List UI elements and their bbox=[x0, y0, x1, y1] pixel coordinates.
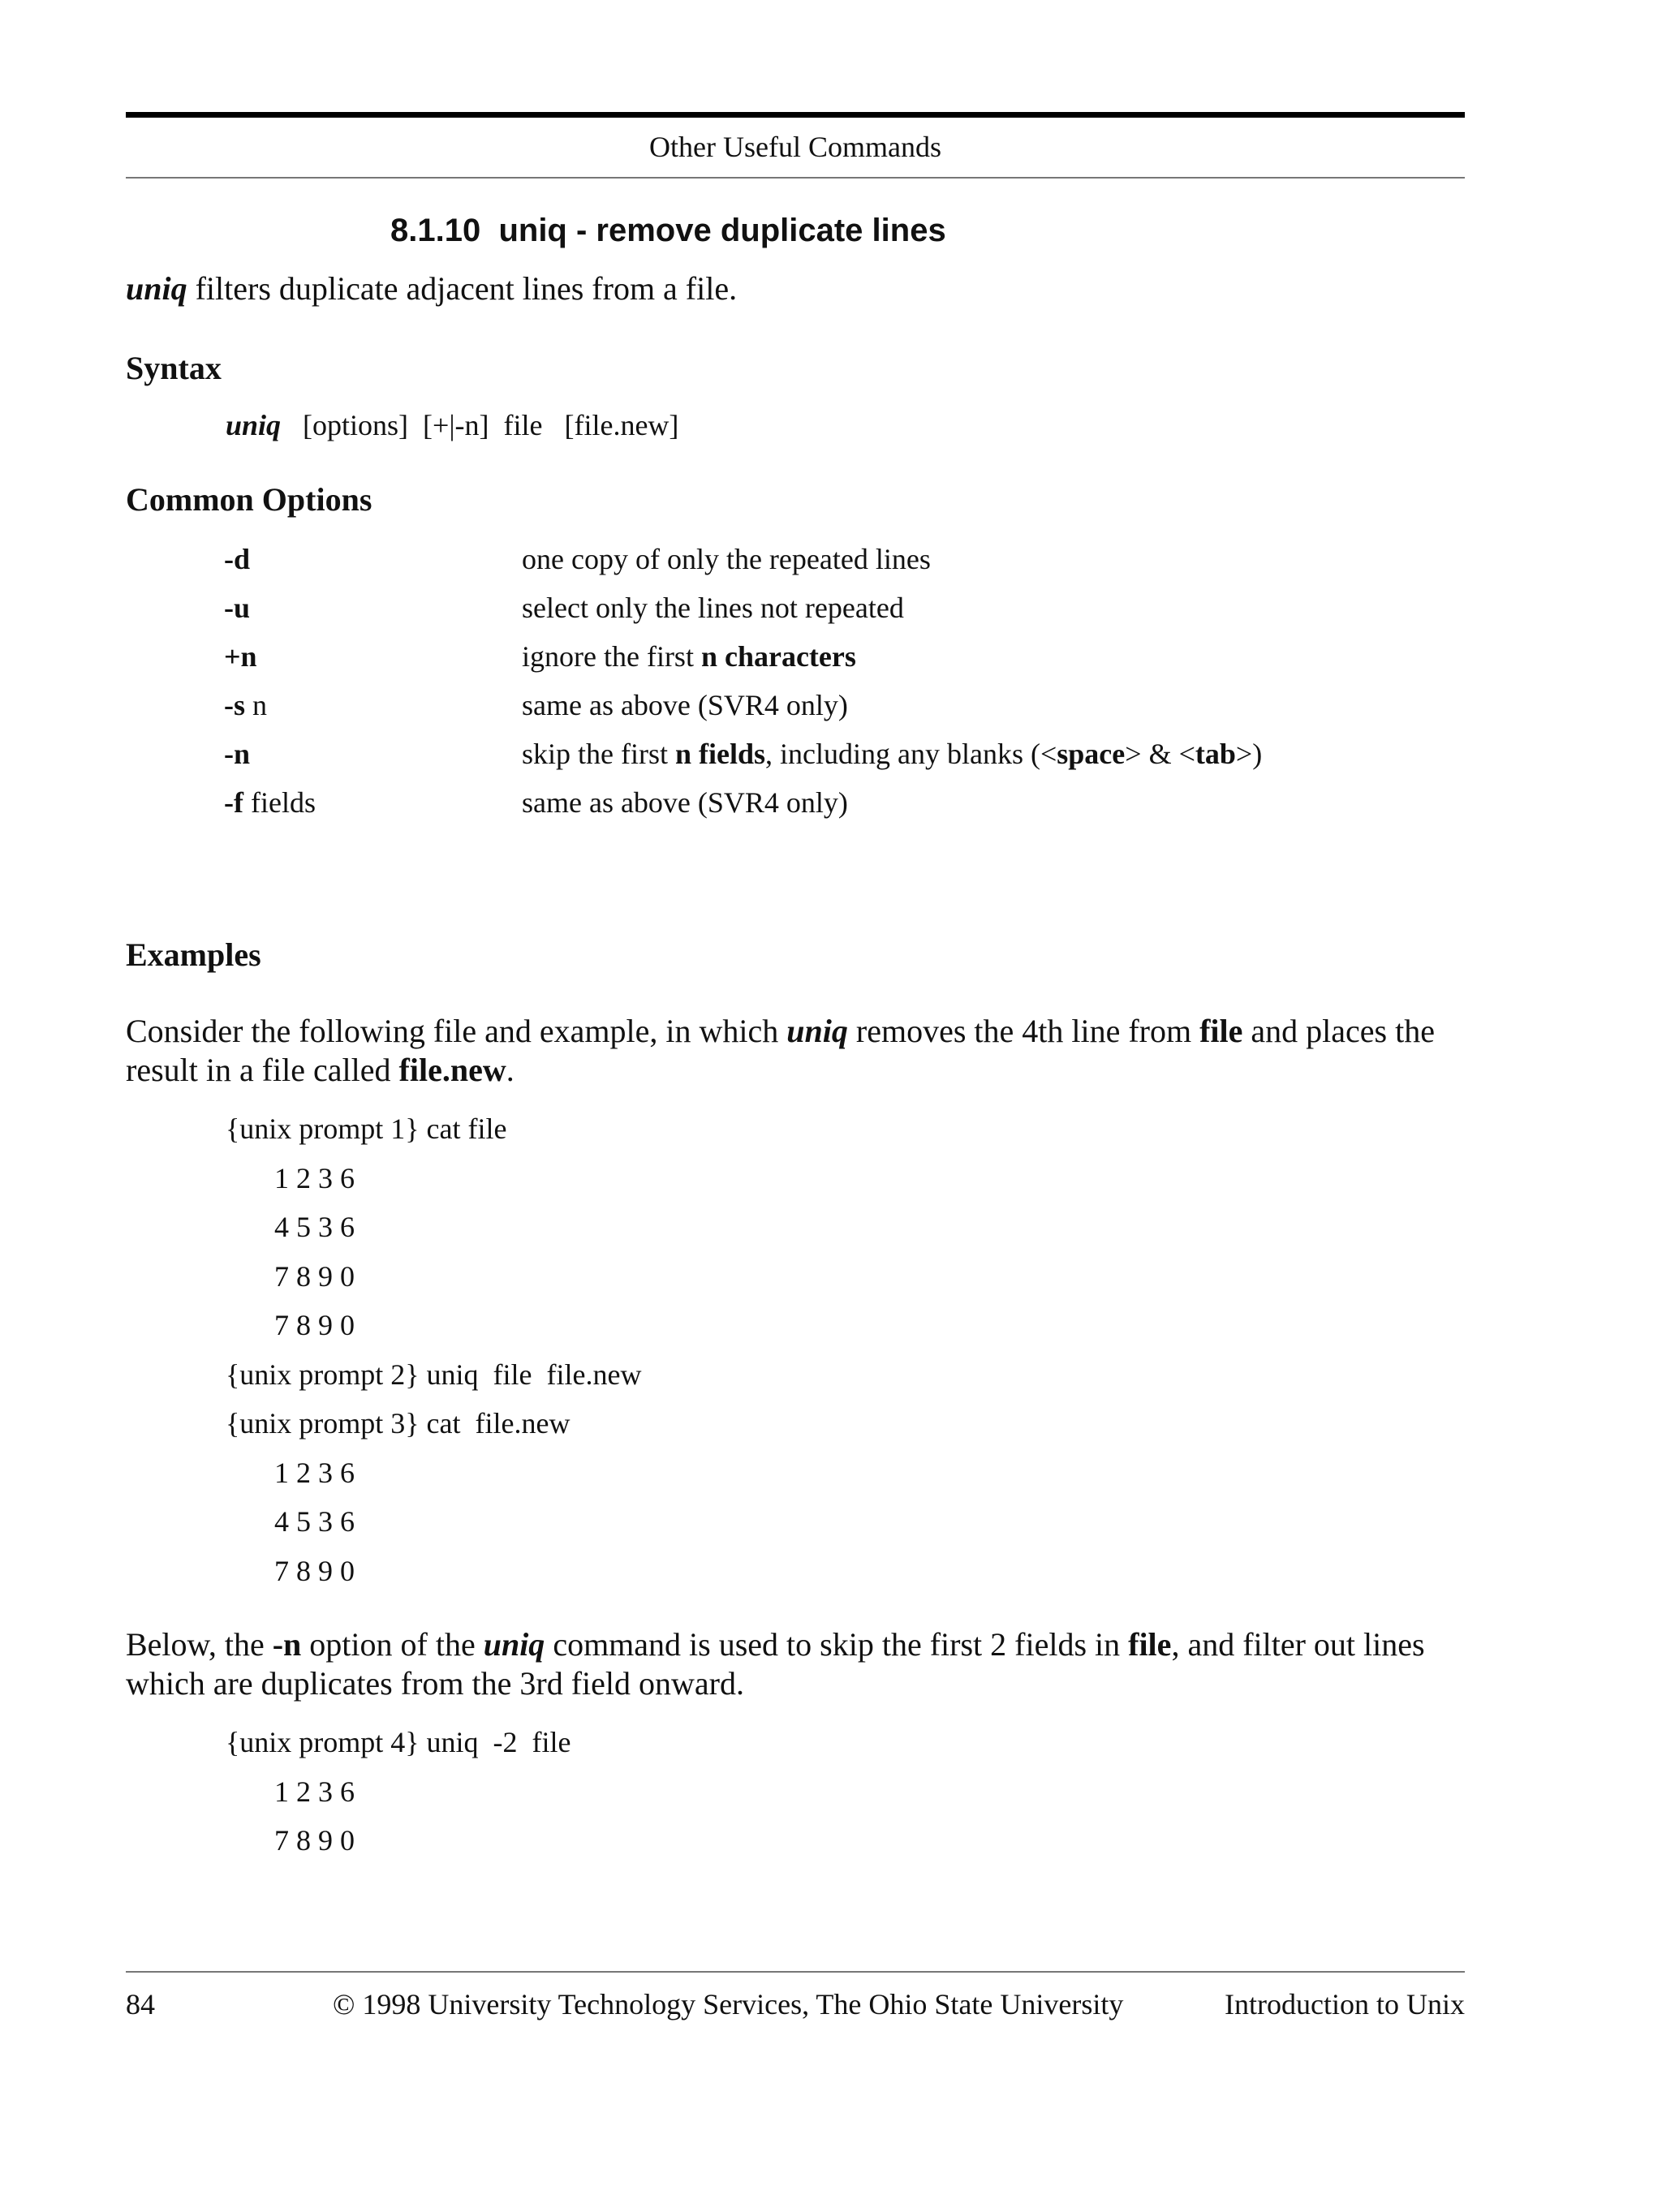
code-line: 7 8 9 0 bbox=[274, 1309, 355, 1341]
header-rule-thin bbox=[126, 177, 1465, 179]
syntax-heading: Syntax bbox=[126, 350, 222, 386]
footer-copyright: © 1998 University Technology Services, The Ohio State University bbox=[333, 1988, 1124, 2020]
common-options-heading: Common Options bbox=[126, 481, 372, 518]
option-flag: +n bbox=[224, 640, 257, 673]
section-title bbox=[390, 213, 946, 249]
inline-command: uniq bbox=[483, 1626, 545, 1663]
code-line: 7 8 9 0 bbox=[274, 1554, 355, 1587]
section-title-text: uniq - remove duplicate lines bbox=[498, 213, 946, 248]
code-line: 7 8 9 0 bbox=[274, 1824, 355, 1857]
option-flag: -d bbox=[224, 543, 251, 575]
code-line: {unix prompt 1} cat file bbox=[226, 1112, 507, 1145]
option-flag: -u bbox=[224, 592, 251, 624]
example-paragraph-1: Consider the following file and example, in which uniq removes the 4th line from file and places the result in a file called file.new. bbox=[126, 1013, 1435, 1088]
footer-book-title: Introduction to Unix bbox=[1225, 1988, 1465, 2020]
code-line: 4 5 3 6 bbox=[274, 1505, 355, 1538]
option-flag: -s n bbox=[224, 689, 267, 721]
option-description: ignore the first n characters bbox=[522, 640, 856, 673]
example-paragraph-2: Below, the -n option of the uniq command is used to skip the first 2 fields in file, and filter out lines which are duplicates from the 3rd field onward. bbox=[126, 1626, 1425, 1702]
intro-command: uniq bbox=[126, 270, 187, 307]
code-line: 1 2 3 6 bbox=[274, 1775, 355, 1808]
intro-paragraph bbox=[126, 269, 737, 308]
option-flag: -f fields bbox=[224, 786, 316, 819]
footer-rule bbox=[126, 1971, 1465, 1973]
option-description: select only the lines not repeated bbox=[522, 592, 904, 624]
option-description: same as above (SVR4 only) bbox=[522, 786, 848, 819]
option-description: skip the first n fields, including any blanks (<space> & <tab>) bbox=[522, 738, 1263, 770]
option-flag: -n bbox=[224, 738, 251, 770]
syntax-command: uniq bbox=[226, 409, 282, 441]
code-line: 7 8 9 0 bbox=[274, 1259, 355, 1293]
code-line: {unix prompt 3} cat file.new bbox=[226, 1407, 571, 1440]
code-line: 4 5 3 6 bbox=[274, 1211, 355, 1243]
section-number: 8.1.10 bbox=[390, 213, 481, 248]
syntax-line bbox=[226, 408, 678, 442]
code-line: 1 2 3 6 bbox=[274, 1161, 355, 1194]
code-line: 1 2 3 6 bbox=[274, 1456, 355, 1489]
option-description: one copy of only the repeated lines bbox=[522, 543, 931, 575]
inline-command: uniq bbox=[786, 1013, 848, 1049]
syntax-args: [options] [+|-n] file [file.new] bbox=[303, 409, 679, 441]
header-rule-thick bbox=[126, 112, 1465, 118]
intro-text: filters duplicate adjacent lines from a file. bbox=[187, 270, 738, 307]
running-header-title: Other Useful Commands bbox=[649, 131, 941, 163]
examples-heading: Examples bbox=[126, 936, 261, 973]
code-line: {unix prompt 2} uniq file file.new bbox=[226, 1358, 642, 1391]
option-description: same as above (SVR4 only) bbox=[522, 689, 848, 721]
page-number: 84 bbox=[126, 1988, 155, 2020]
code-line: {unix prompt 4} uniq -2 file bbox=[226, 1726, 571, 1758]
